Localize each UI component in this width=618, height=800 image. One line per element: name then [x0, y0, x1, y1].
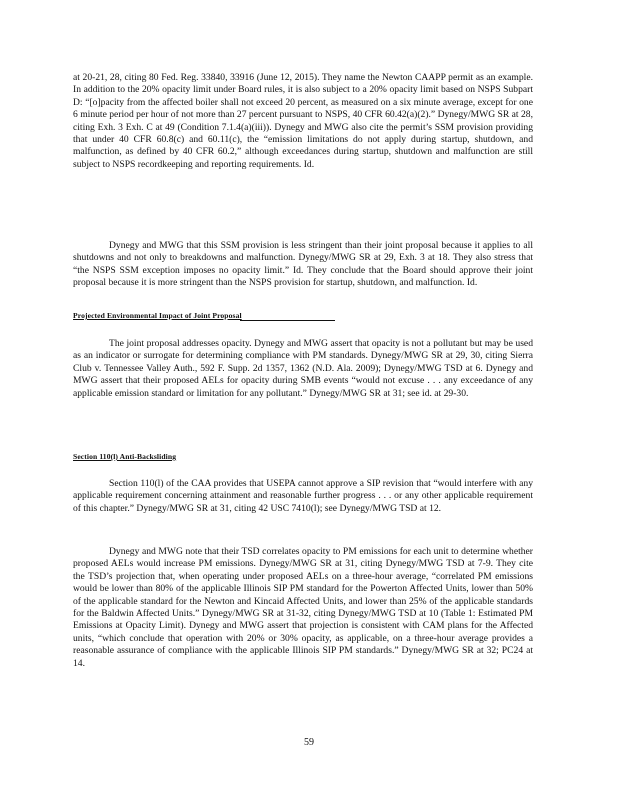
heading-rule	[240, 320, 335, 321]
paragraph-section-110: Section 110(l) of the CAA provides that USEPA cannot approve a SIP revision that “would interfere with any applicable requirement concerning attainment and reasonable further progress . . . or any other applicable requirement of this chapter.” Dynegy/MWG SR at 31, citing 42 USC 7410(l); see Dynegy/MWG TSD at 12.	[73, 478, 533, 514]
paragraph-opacity: The joint proposal addresses opacity. Dynegy and MWG assert that opacity is not a pollutant but may be used as an indicator or surrogate for determining compliance with PM standards. Dynegy/MWG SR at 29, 30, citing Sierra Club v. Tennessee Valley Auth., 592 F. Supp. 2d 1357, 1362 (N.D. Ala. 2009); Dynegy/MWG TSD at 6. Dynegy and MWG assert that their proposed AELs for opacity during SMB events “would not excuse . . . any exceedance of any applicable emission standard or limitation for any pollutant.” Dynegy/MWG SR at 31; see id. at 29-30.	[73, 338, 533, 399]
page-number: 59	[304, 737, 314, 748]
paragraph-permit-example: at 20-21, 28, citing 80 Fed. Reg. 33840, 33916 (June 12, 2015). They name the Newton CAAPP permit as an example. In addition to the 20% opacity limit under Board rules, it is also subject to a 20% opacity limit based on NSPS Subpart D: “[o]pacity from the affected boiler shall not exceed 20 percent, as measured on a six minute average, except for one 6 minute period per hour of not more than 27 percent pursuant to NSPS, 40 CFR 60.42(a)(2).” Dynegy/MWG SR at 28, citing Exh. 3 Exh. C at 49 (Condition 7.1.4(a)(iii)). Dynegy and MWG also cite the permit’s SSM provision providing that under 40 CFR 60.8(c) and 60.11(c), the “emission limitations do not apply during startup, shutdown, and malfunction, as defined by 40 CFR 60.2,” although exceedances during startup, shutdown and malfunction are still subject to NSPS recordkeeping and reporting requirements. Id.	[73, 72, 533, 170]
section-heading-environmental-impact: Projected Environmental Impact of Joint Proposal	[73, 311, 242, 320]
section-heading-anti-backsliding: Section 110(l) Anti-Backsliding	[73, 452, 177, 461]
paragraph-ssm-stringency: Dynegy and MWG that this SSM provision is less stringent than their joint proposal because it applies to all shutdowns and not only to breakdowns and malfunction. Dynegy/MWG SR at 29, Exh. 3 at 18. They also stress that “the NSPS SSM exception imposes no opacity limit.” Id. They conclude that the Board should approve their joint proposal because it is more stringent than the NSPS provision for startup, shutdown, and malfunction. Id.	[73, 240, 533, 289]
paragraph-tsd-correlation: Dynegy and MWG note that their TSD correlates opacity to PM emissions for each unit to determine whether proposed AELs would increase PM emissions. Dynegy/MWG SR at 31, citing Dynegy/MWG TSD at 7-9. They cite the TSD’s projection that, when operating under proposed AELs on a three-hour average, “correlated PM emissions would be lower than 80% of the applicable Illinois SIP PM standard for the Powerton Affected Units, lower than 50% of the applicable standard for the Newton and Kincaid Affected Units, and lower than 25% of the applicable standards for the Baldwin Affected Units.” Dynegy/MWG SR at 31-32, citing Dynegy/MWG TSD at 10 (Table 1: Estimated PM Emissions at Opacity Limit). Dynegy and MWG assert that projection is consistent with CAM plans for the Affected units, “which conclude that operation with 20% or 30% opacity, as applicable, on a three-hour average provides a reasonable assurance of compliance with the applicable Illinois SIP PM standards.” Dynegy/MWG SR at 32; PC24 at 14.	[73, 546, 533, 669]
